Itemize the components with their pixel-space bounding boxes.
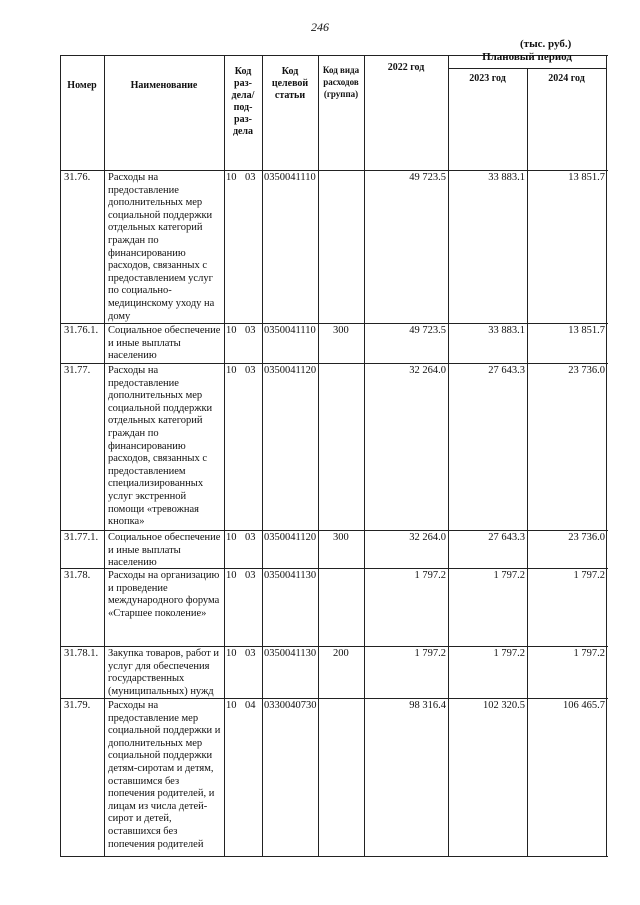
row-value-2022: 1 797.2 <box>414 648 446 659</box>
row-section-code: 10 <box>226 172 237 183</box>
row-value-2024: 13 851.7 <box>568 325 605 336</box>
row-name: Расходы на предоставление мер социальной поддержки и дополнительных мер социальной поддержки детям-сиротам и детям, оставшимся без попечения родителей, и лицам из числа детей-сирот и детей, оставшихся без попечения родителей <box>108 700 221 850</box>
row-number: 31.79. <box>64 700 91 711</box>
row-value-2024: 106 465.7 <box>563 700 605 711</box>
row-target-code: 0350041130 <box>264 648 317 659</box>
row-section-code: 10 <box>226 365 237 376</box>
row-expense-code: 300 <box>333 532 349 543</box>
row-name: Расходы на предоставление дополнительных мер социальной поддержки отдельных категорий граждан по финансированию расходов, связанных с предоставлением специализированных услуг экстренной помощи «тревожная кнопка» <box>108 365 213 528</box>
page-number: 246 <box>311 20 329 34</box>
row-subsection-code: 03 <box>245 648 256 659</box>
row-number: 31.76.1. <box>64 325 99 336</box>
row-name: Расходы на организацию и проведение международного форума «Старшее поколение» <box>108 570 220 619</box>
row-subsection-code: 03 <box>245 532 256 543</box>
row-value-2022: 49 723.5 <box>409 172 446 183</box>
row-target-code: 0330040730 <box>264 700 317 711</box>
row-value-2023: 1 797.2 <box>493 648 525 659</box>
row-target-code: 0350041120 <box>264 365 317 376</box>
row-value-2022: 98 316.4 <box>409 700 446 711</box>
row-value-2022: 32 264.0 <box>409 365 446 376</box>
row-section-code: 10 <box>226 648 237 659</box>
header-target: Код целевой статьи <box>271 66 309 101</box>
row-name: Расходы на предоставление дополнительных мер социальной поддержки отдельных категорий граждан по финансированию расходов, связанных с предоставлением услуг по социально-медицинскому уходу на дому <box>108 172 215 322</box>
row-number: 31.78. <box>64 570 91 581</box>
row-value-2022: 1 797.2 <box>414 570 446 581</box>
row-value-2023: 102 320.5 <box>483 700 525 711</box>
row-value-2023: 27 643.3 <box>488 532 525 543</box>
row-value-2023: 33 883.1 <box>488 325 525 336</box>
header-number: Номер <box>67 80 97 91</box>
row-value-2022: 49 723.5 <box>409 325 446 336</box>
header-2023: 2023 год <box>469 73 506 84</box>
header-2024: 2024 год <box>548 73 585 84</box>
row-value-2023: 33 883.1 <box>488 172 525 183</box>
row-number: 31.76. <box>64 172 91 183</box>
row-value-2023: 27 643.3 <box>488 365 525 376</box>
units-label: (тыс. руб.) <box>520 38 572 50</box>
row-section-code: 10 <box>226 325 237 336</box>
row-name: Социальное обеспечение и иные выплаты населению <box>108 325 221 362</box>
row-target-code: 0350041120 <box>264 532 317 543</box>
row-subsection-code: 03 <box>245 570 256 581</box>
row-name: Закупка товаров, работ и услуг для обеспечения государственных (муниципальных) нужд <box>108 648 220 697</box>
row-value-2024: 13 851.7 <box>568 172 605 183</box>
header-name: Наименование <box>130 80 198 91</box>
row-target-code: 0350041130 <box>264 570 317 581</box>
row-value-2024: 1 797.2 <box>573 570 605 581</box>
row-value-2023: 1 797.2 <box>493 570 525 581</box>
row-target-code: 0350041110 <box>264 325 316 336</box>
row-expense-code: 300 <box>333 325 349 336</box>
header-expense: Код вида расходов (группа) <box>322 65 360 99</box>
row-section-code: 10 <box>226 532 237 543</box>
row-section-code: 10 <box>226 570 237 581</box>
row-value-2022: 32 264.0 <box>409 532 446 543</box>
row-expense-code: 200 <box>333 648 349 659</box>
header-planned-period: Плановый период <box>482 51 572 63</box>
row-subsection-code: 03 <box>245 325 256 336</box>
row-number: 31.78.1. <box>64 648 99 659</box>
row-number: 31.77.1. <box>64 532 99 543</box>
row-value-2024: 23 736.0 <box>568 365 605 376</box>
row-section-code: 10 <box>226 700 237 711</box>
row-value-2024: 23 736.0 <box>568 532 605 543</box>
row-subsection-code: 04 <box>245 700 256 711</box>
header-2022: 2022 год <box>387 62 425 73</box>
row-subsection-code: 03 <box>245 172 256 183</box>
header-section: Код раз-дела/ под-раз-дела <box>231 66 255 137</box>
row-subsection-code: 03 <box>245 365 256 376</box>
row-value-2024: 1 797.2 <box>573 648 605 659</box>
row-name: Социальное обеспечение и иные выплаты населению <box>108 532 221 569</box>
row-target-code: 0350041110 <box>264 172 316 183</box>
row-number: 31.77. <box>64 365 91 376</box>
